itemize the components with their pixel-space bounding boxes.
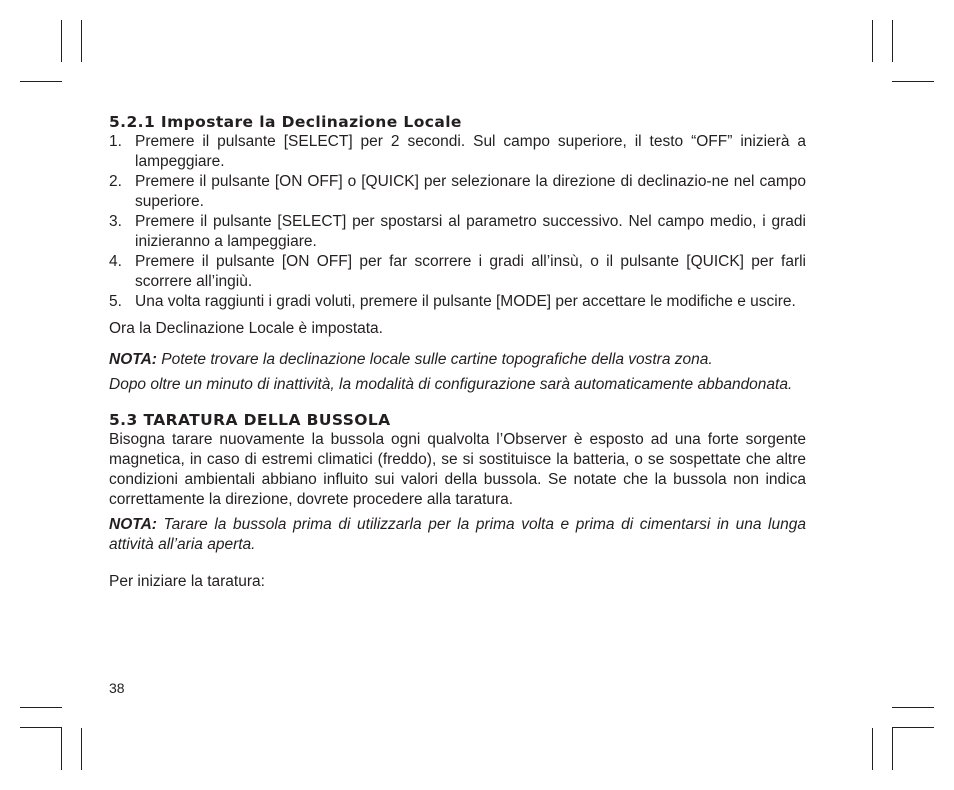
step-text: Premere il pulsante [ON OFF] per far scorrere i gradi all’insù, o il pulsante [QUICK] per farli scorrere all’ingiù. (135, 253, 806, 290)
note-paragraph (109, 515, 806, 555)
list-item (109, 172, 806, 212)
step-text: Una volta raggiunti i gradi voluti, premere il pulsante [MODE] per accettare le modifiche e uscire. (135, 293, 796, 310)
step-text: Premere il pulsante [SELECT] per spostarsi al parametro successivo. Nel campo medio, i gradi inizieranno a lampeggiare. (135, 213, 806, 250)
list-item (109, 132, 806, 172)
list-item (109, 292, 806, 312)
crop-mark (20, 81, 62, 82)
confirmation-text: Ora la Declinazione Locale è impostata. (109, 320, 383, 337)
crop-mark (61, 20, 62, 62)
note-paragraph (109, 350, 806, 370)
step-number: 5. (109, 293, 122, 310)
crop-mark (61, 728, 62, 770)
step-number: 3. (109, 213, 122, 230)
step-number: 4. (109, 253, 122, 270)
step-number: 1. (109, 133, 122, 150)
crop-mark (20, 707, 62, 708)
list-item (109, 212, 806, 252)
note-text: Tarare la bussola prima di utilizzarla per la prima volta e prima di cimentarsi in una lunga attività all’aria aperta. (109, 516, 806, 553)
note-label: NOTA: (109, 516, 157, 533)
section-heading: 5.2.1 Impostare la Declinazione Locale (109, 113, 462, 131)
crop-mark (81, 20, 82, 62)
crop-mark (892, 727, 934, 728)
crop-mark (81, 728, 82, 770)
crop-mark (872, 20, 873, 62)
crop-mark (892, 81, 934, 82)
step-text: Premere il pulsante [SELECT] per 2 secondi. Sul campo superiore, il testo “OFF” inizierà a lampeggiare. (135, 133, 806, 170)
crop-mark (892, 728, 893, 770)
note-text: Potete trovare la declinazione locale sulle cartine topografiche della vostra zona. (156, 351, 713, 368)
page-content (109, 112, 806, 592)
crop-mark (892, 707, 934, 708)
section-heading: 5.3 TARATURA DELLA BUSSOLA (109, 411, 391, 429)
note-paragraph: Dopo oltre un minuto di inattività, la modalità di configurazione sarà automaticamente abbandonata. (109, 376, 793, 393)
crop-mark (20, 727, 62, 728)
page-number: 38 (109, 680, 125, 696)
crop-mark (892, 20, 893, 62)
body-paragraph: Per iniziare la taratura: (109, 573, 265, 590)
list-item (109, 252, 806, 292)
note-label: NOTA: (109, 351, 157, 368)
crop-mark (872, 728, 873, 770)
steps-list (109, 132, 806, 312)
step-text: Premere il pulsante [ON OFF] o [QUICK] per selezionare la direzione di declinazio-ne nel campo superiore. (135, 173, 806, 210)
step-number: 2. (109, 173, 122, 190)
body-paragraph: Bisogna tarare nuovamente la bussola ogni qualvolta l’Observer è esposto ad una forte sorgente magnetica, in caso di estremi climatici (freddo), se si sostituisce la batteria, o se sospettate che altre condizioni ambientali abbiano influito sui valori della bussola. Se notate che la bussola non indica correttamente la direzione, dovrete procedere alla taratura. (109, 431, 806, 508)
